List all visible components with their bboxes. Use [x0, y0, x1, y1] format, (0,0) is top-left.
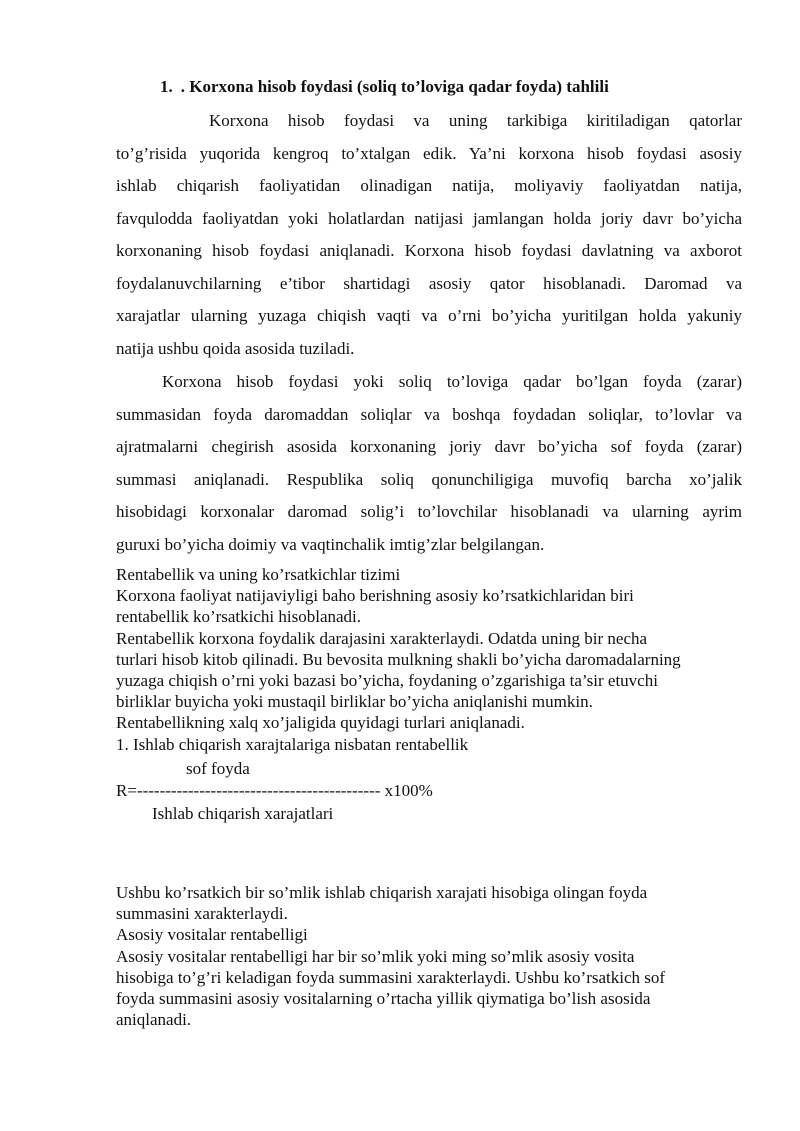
- section-title: . Korxona hisob foydasi (soliq to’loviga qadar foyda) tahlili: [180, 77, 609, 96]
- fixed-assets-section: [116, 882, 756, 1030]
- paragraph-line: favqulodda faoliyatdan yoki holatlardan natijasi jamlangan holda joriy davr bo’yicha: [116, 208, 742, 228]
- section-number: 1.: [160, 77, 173, 96]
- text-line: Rentabellikning xalq xo’jaligida quyidagi turlari aniqlanadi.: [116, 713, 525, 733]
- paragraph-line: ajratmalarni chegirish asosida korxonaning joriy davr bo’yicha sof foyda (zarar): [116, 437, 742, 456]
- subsection-title: Rentabellik va uning ko’rsatkichlar tizimi: [116, 565, 401, 584]
- paragraph-line: guruxi bo’yicha doimiy va vaqtinchalik imtig’zlar belgilangan.: [116, 534, 545, 554]
- formula-fraction-bar: -------------------------------------------: [136, 781, 381, 800]
- paragraph-line: summasi aniqlanadi. Respublika soliq qonunchiligiga muvofiq barcha xo’jalik: [116, 469, 742, 489]
- text-line: yuzaga chiqish o’rni yoki bazasi bo’yicha, foydaning o’zgarishiga ta’sir etuvchi: [116, 671, 658, 691]
- paragraph-line: foydalanuvchilarning e’tibor shartidagi asosiy qator hisoblanadi. Daromad va: [116, 273, 742, 293]
- text-line: Rentabellik korxona foydalik darajasini xarakterlaydi. Odatda uning bir necha: [116, 628, 648, 648]
- subsection-title: Asosiy vositalar rentabelligi: [116, 925, 308, 945]
- text-line: foyda summasini asosiy vositalarning o’rtacha yillik qiymatiga bo’lish asosida: [116, 989, 651, 1009]
- formula-numerator: sof foyda: [186, 759, 250, 778]
- paragraph-net-profit: [116, 366, 742, 561]
- text-line: summasini xarakterlaydi.: [116, 904, 288, 924]
- list-item: 1. Ishlab chiqarish xarajtalariga nisbatan rentabellik: [116, 734, 469, 754]
- paragraph-line: to’g’risida yuqorida kengroq to’xtalgan edik. Ya’ni korxona hisob foydasi asosiy: [116, 143, 742, 163]
- profitability-section: [116, 564, 756, 755]
- text-line: birliklar buyicha yoki mustaqil birliklar bo’yicha aniqlanishi mumkin.: [116, 692, 593, 712]
- paragraph-line: summasidan foyda daromaddan soliqlar va boshqa foydadan soliqlar, to’lovlar va: [116, 404, 742, 424]
- text-line: Korxona faoliyat natijaviyligi baho berishning asosiy ko’rsatkichlaridan biri: [116, 586, 634, 606]
- paragraph-line: Korxona hisob foydasi va uning tarkibiga kiritiladigan qatorlar: [209, 111, 742, 130]
- formula-line: [116, 780, 433, 802]
- text-line: hisobiga to’g’ri keladigan foyda summasini xarakterlaydi. Ushbu ko’rsatkich sof: [116, 967, 666, 987]
- paragraph-line: xarajatlar ularning yuzaga chiqish vaqti va o’rni bo’yicha yuritilgan holda yakuniy: [116, 306, 742, 325]
- paragraph-line: ishlab chiqarish faoliyatidan olinadigan natija, moliyaviy faoliyatdan natija,: [116, 176, 742, 195]
- text-line: Ushbu ko’rsatkich bir so’mlik ishlab chiqarish xarajati hisobiga olingan foyda: [116, 883, 648, 902]
- text-line: aniqlanadi.: [116, 1010, 192, 1030]
- formula-multiplier: x100%: [380, 781, 433, 800]
- formula-denominator: Ishlab chiqarish xarajatlari: [152, 804, 334, 823]
- section-heading: [160, 76, 609, 98]
- paragraph-line: natija ushbu qoida asosida tuziladi.: [116, 338, 355, 358]
- text-line: rentabellik ko’rsatkichi hisoblanadi.: [116, 607, 362, 627]
- paragraph-line: Korxona hisob foydasi yoki soliq to’loviga qadar bo’lgan foyda (zarar): [162, 372, 742, 391]
- formula-lhs: R=: [116, 781, 137, 800]
- text-line: Asosiy vositalar rentabelligi har bir so’mlik yoki ming so’mlik asosiy vosita: [116, 946, 635, 966]
- text-line: turlari hisob kitob qilinadi. Bu bevosita mulkning shakli bo’yicha daromadalarning: [116, 649, 681, 669]
- paragraph-profit-analysis: [116, 105, 742, 365]
- paragraph-line: korxonaning hisob foydasi aniqlanadi. Korxona hisob foydasi davlatning va axborot: [116, 241, 742, 260]
- paragraph-line: hisobidagi korxonalar daromad solig’i to’lovchilar hisoblanadi va ularning ayrim: [116, 502, 742, 521]
